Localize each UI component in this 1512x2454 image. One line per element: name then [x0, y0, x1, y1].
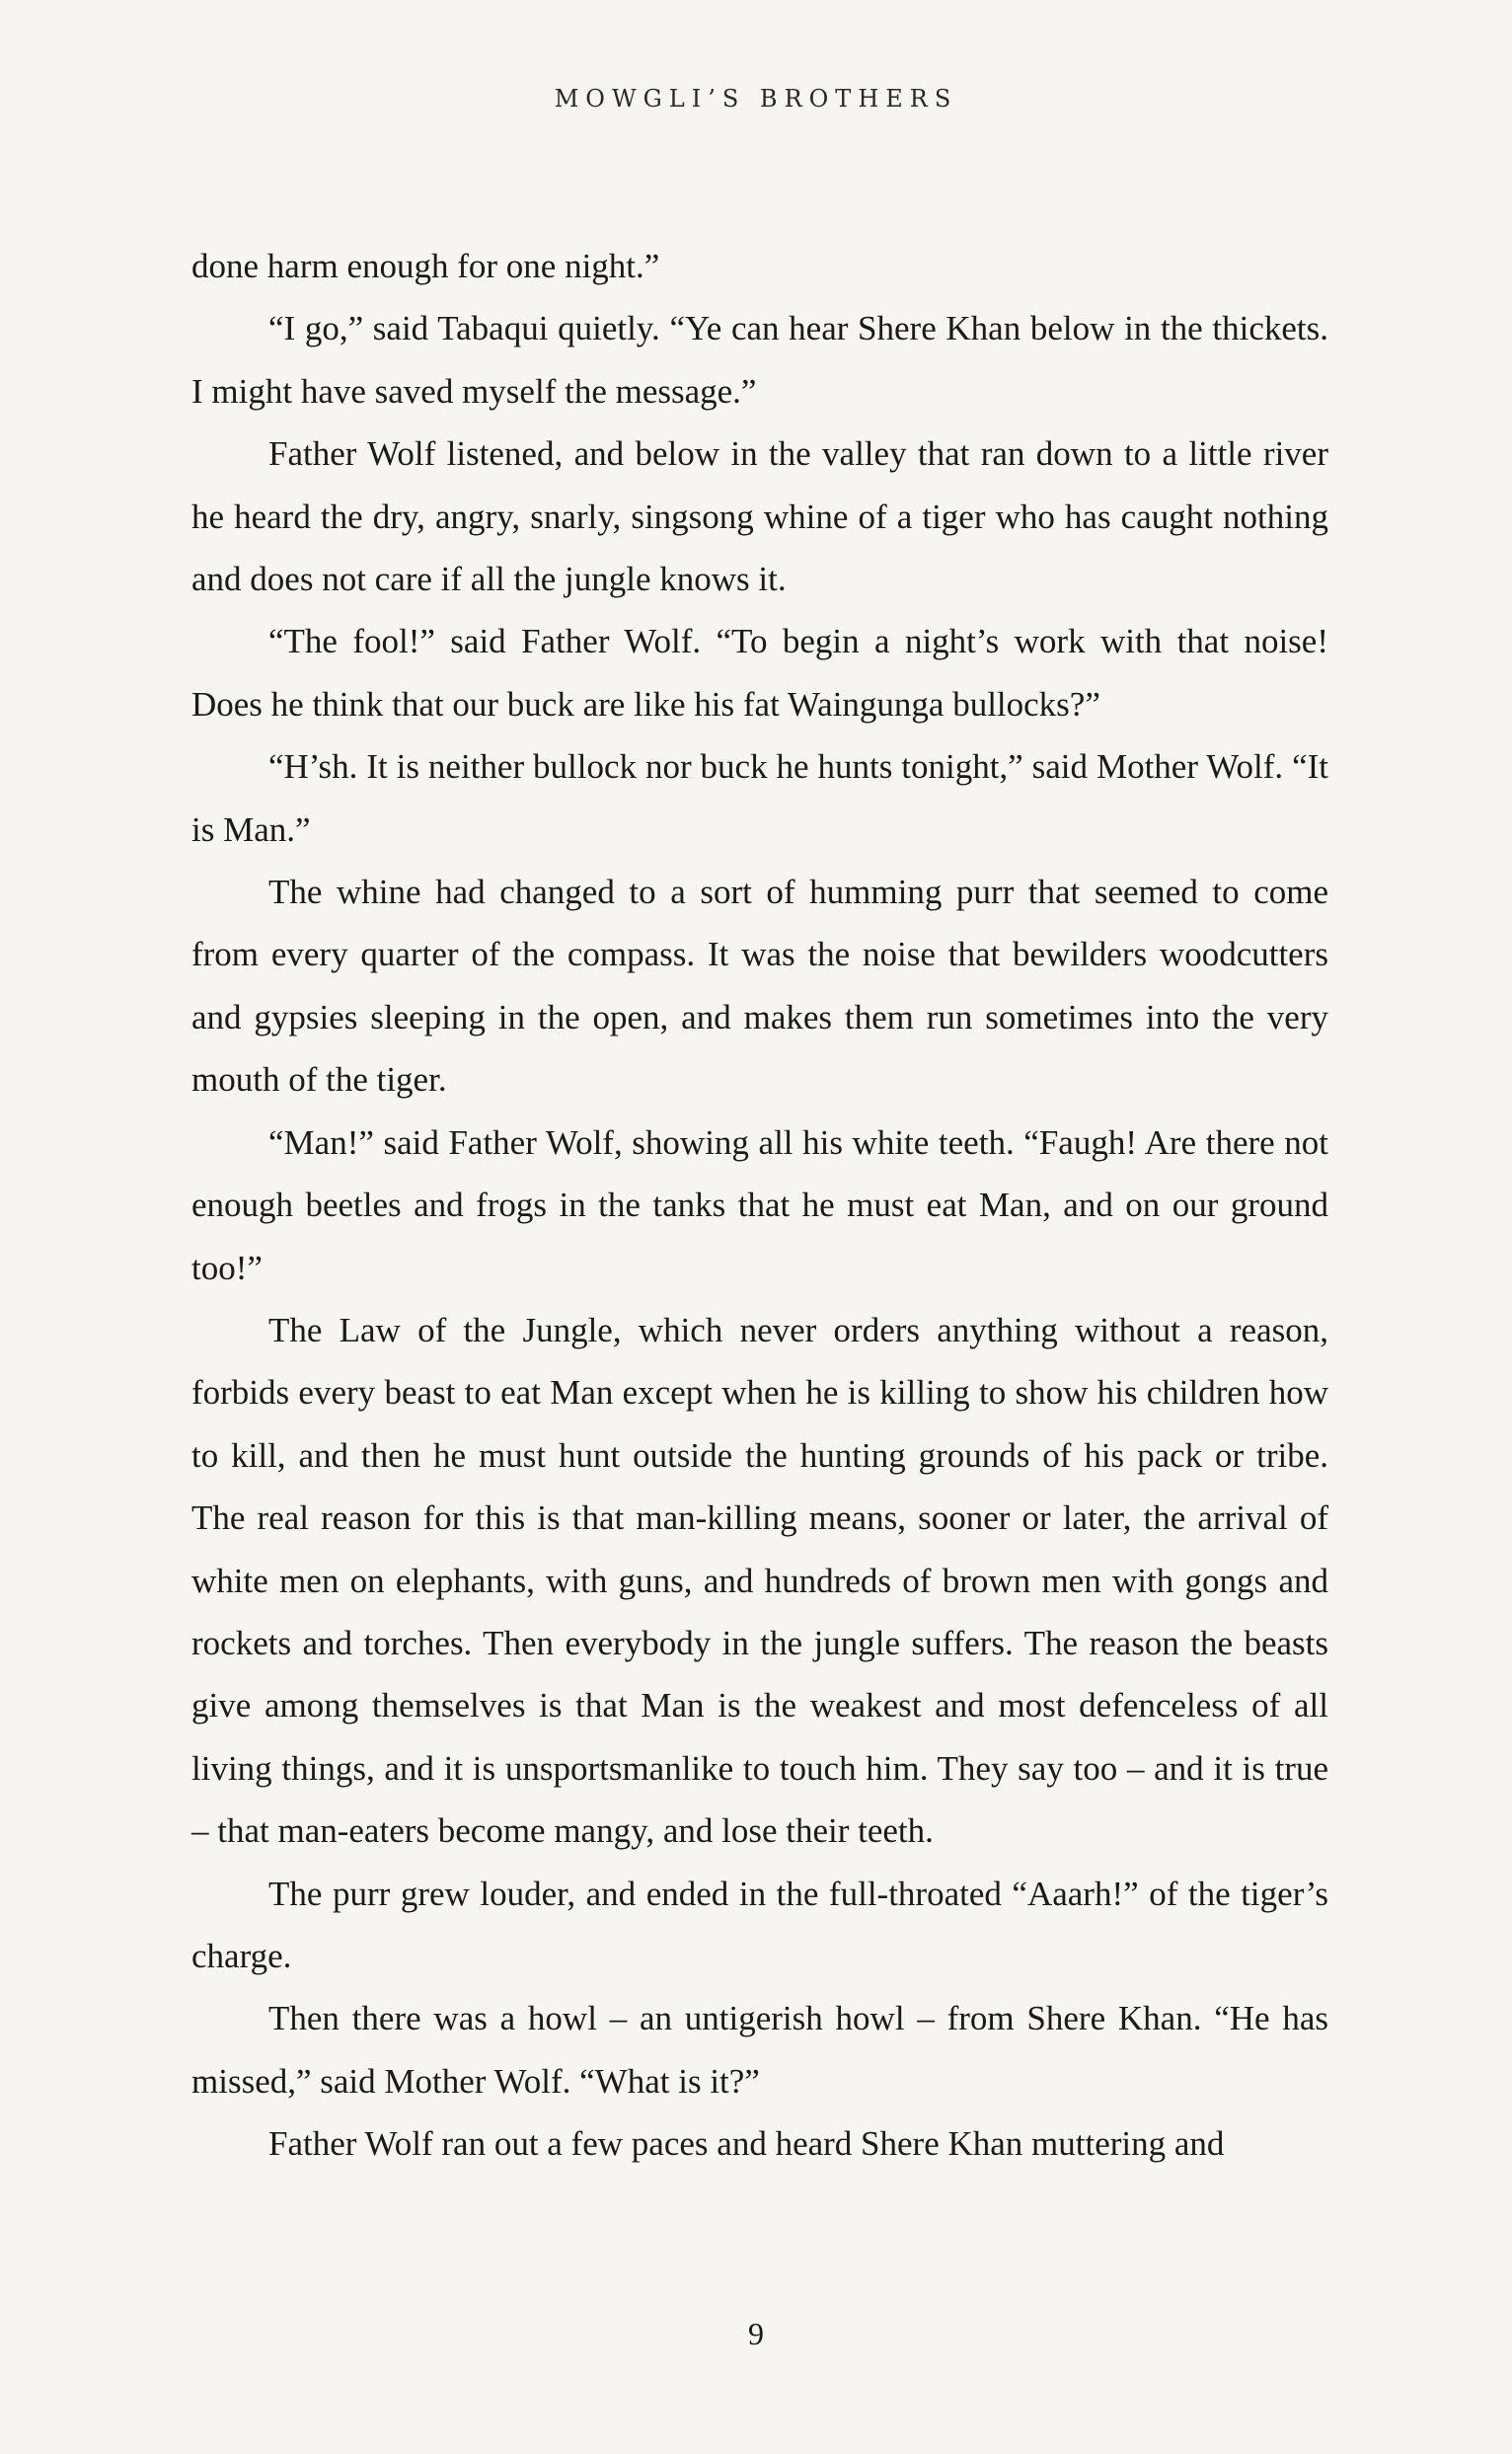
body-text [191, 235, 1328, 2176]
running-head: MOWGLI’S BROTHERS [554, 85, 958, 113]
paragraph: The purr grew louder, and ended in the full-throated “Aaarh!” of the tiger’s charge. [191, 1874, 1328, 1975]
paragraph: “H’sh. It is neither bullock nor buck he hunts tonight,” said Mother Wolf. “It is Man.” [191, 747, 1328, 849]
paragraph: Father Wolf ran out a few paces and heard Shere Khan muttering and [268, 2124, 1225, 2164]
paragraph: “Man!” said Father Wolf, showing all his white teeth. “Faugh! Are there not enough beetles and frogs in the tanks that he must eat Man, and on our ground too!” [191, 1122, 1328, 1287]
paragraph: Then there was a howl – an untigerish howl – from Shere Khan. “He has missed,” said Mother Wolf. “What is it?” [191, 1999, 1328, 2101]
paragraph: The Law of the Jungle, which never orders anything without a reason, forbids every beast to eat Man except when he is killing to show his children how to kill, and then he must hunt outside the hunting grounds of his pack or tribe. The real reason for this is that man-killing means, sooner or later, the arrival of white men on elephants, with guns, and hundreds of brown men with gongs and rockets and torches. Then everybody in the jungle suffers. The reason the beasts give among themselves is that Man is the weakest and most defenceless of all living things, and it is unsportsmanlike to touch him. They say too – and it is true – that man-eaters become mangy, and lose their teeth. [191, 1310, 1328, 1851]
paragraph: “The fool!” said Father Wolf. “To begin a night’s work with that noise! Does he think that our buck are like his fat Waingunga bullocks?” [191, 622, 1328, 724]
page-number: 9 [748, 2316, 764, 2351]
paragraph: Father Wolf listened, and below in the valley that ran down to a little river he heard the dry, angry, snarly, singsong whine of a tiger who has caught nothing and does not care if all the jungle knows it. [191, 434, 1328, 599]
paragraph: “I go,” said Tabaqui quietly. “Ye can hear Shere Khan below in the thickets. I might have saved myself the message.” [191, 309, 1328, 411]
paragraph-continued: done harm enough for one night.” [191, 247, 660, 285]
paragraph: The whine had changed to a sort of humming purr that seemed to come from every quarter of the compass. It was the noise that bewilders woodcutters and gypsies sleeping in the open, and makes them run sometimes into the very mouth of the tiger. [191, 873, 1328, 1100]
